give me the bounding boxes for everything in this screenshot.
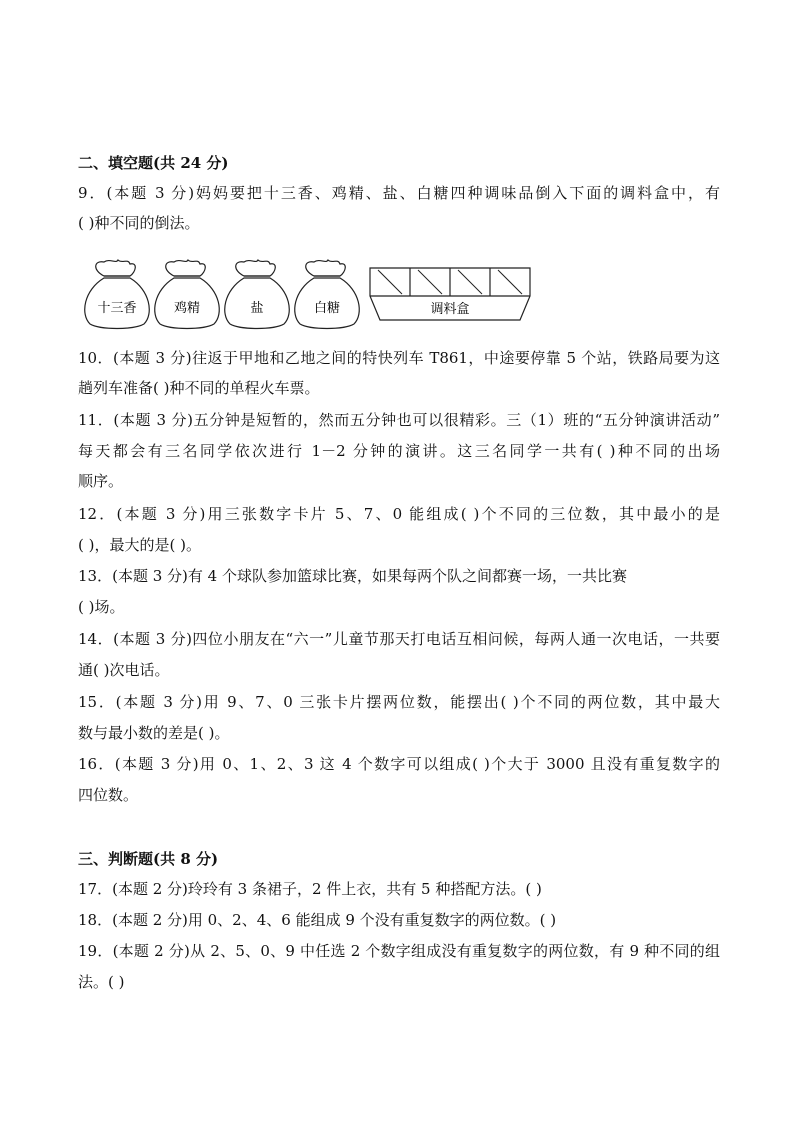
bag-label: 鸡精	[173, 301, 201, 316]
seasoning-box	[370, 268, 530, 320]
question-12-line-1: 12．(本题 3 分)用三张数字卡片 5、7、0 能组成( )个不同的三位数，其中最小的是	[78, 505, 720, 523]
question-9-line-2: ( )种不同的倒法。	[78, 214, 200, 232]
seasoning-bag-1	[85, 260, 150, 329]
seasoning-bag-4	[295, 260, 360, 329]
question-9-line-1: 9．(本题 3 分)妈妈要把十三香、鸡精、盐、白糖四种调味品倒入下面的调料盒中，有	[78, 184, 720, 202]
seasoning-figure	[82, 256, 542, 332]
question-14-line-2: 通( )次电话。	[78, 661, 170, 679]
question-10-line-1: 10．(本题 3 分)往返于甲地和乙地之间的特快列车 T861，中途要停靠 5 个站，铁路局要为这	[78, 349, 720, 367]
question-14-line-1: 14．(本题 3 分)四位小朋友在“六一”儿童节那天打电话互相问候，每两人通一次电话，一共要	[78, 630, 720, 648]
question-19-line-1: 19．(本题 2 分)从 2、5、0、9 中任选 2 个数字组成没有重复数字的两位数，有 9 种不同的组	[78, 942, 720, 960]
question-11-line-1: 11．(本题 3 分)五分钟是短暂的，然而五分钟也可以很精彩。三（1）班的“五分钟演讲活动”	[78, 411, 720, 429]
section-title-judgement: 三、判断题(共 8 分)	[78, 850, 219, 868]
question-12-line-2: ( )，最大的是( )。	[78, 536, 201, 554]
box-label: 调料盒	[430, 302, 470, 317]
seasoning-bag-3	[225, 260, 290, 329]
question-16-line-1: 16．(本题 3 分)用 0、1、2、3 这 4 个数字可以组成( )个大于 3000 且没有重复数字的	[78, 755, 720, 773]
question-11-line-3: 顺序。	[78, 472, 124, 490]
bag-label: 十三香	[97, 301, 137, 316]
question-10-line-2: 趟列车准备( )种不同的单程火车票。	[78, 379, 320, 397]
question-13-line-1: 13．(本题 3 分)有 4 个球队参加篮球比赛，如果每两个队之间都赛一场，一共比赛	[78, 567, 627, 585]
question-17-line-1: 17．(本题 2 分)玲玲有 3 条裙子，2 件上衣，共有 5 种搭配方法。( )	[78, 880, 542, 898]
question-15-line-2: 数与最小数的差是( )。	[78, 724, 230, 742]
seasoning-bag-2	[155, 260, 220, 329]
section-title-fill-in: 二、填空题(共 24 分)	[78, 154, 229, 172]
question-11-line-2: 每天都会有三名同学依次进行 1－2 分钟的演讲。这三名同学一共有( )种不同的出场	[78, 442, 720, 460]
question-15-line-1: 15．(本题 3 分)用 9、7、0 三张卡片摆两位数，能摆出( )个不同的两位数，其中最大	[78, 693, 720, 711]
question-13-line-2: ( )场。	[78, 598, 125, 616]
bag-label: 白糖	[313, 301, 341, 316]
question-16-line-2: 四位数。	[78, 786, 139, 804]
question-18-line-1: 18．(本题 2 分)用 0、2、4、6 能组成 9 个没有重复数字的两位数。( )	[78, 911, 557, 929]
bag-label: 盐	[250, 301, 264, 316]
question-19-line-2: 法。( )	[78, 973, 125, 991]
